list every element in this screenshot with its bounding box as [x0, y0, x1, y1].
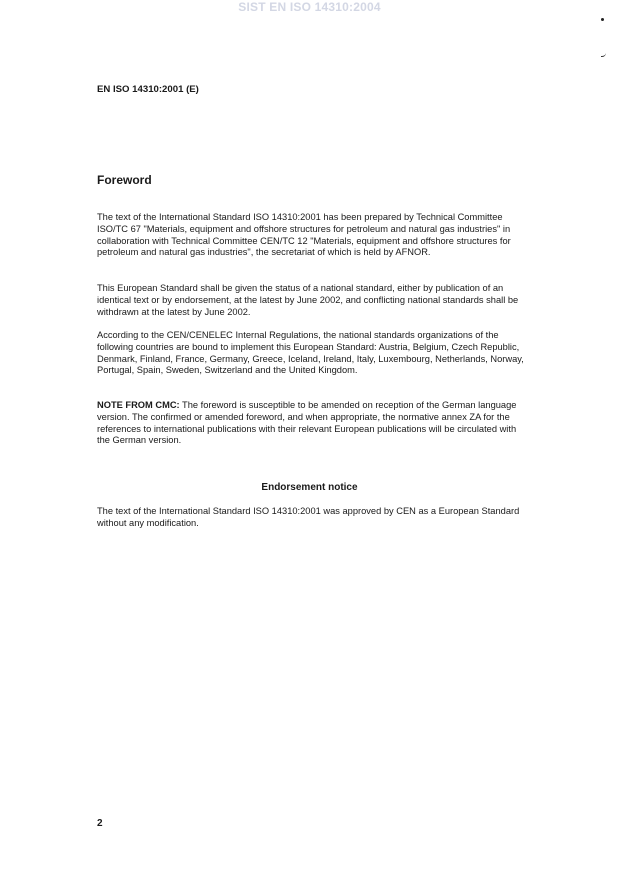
- scan-mark: [601, 52, 606, 57]
- endorsement-text: The text of the International Standard ISO 14310:2001 was approved by CEN as a European Standard without any modification.: [97, 506, 520, 528]
- endorsement-heading: Endorsement notice: [261, 482, 358, 493]
- cmc-note-label: NOTE FROM CMC:: [97, 400, 180, 410]
- foreword-paragraph-2: This European Standard shall be given the status of a national standard, either by publication of an identical text or by endorsement, at the latest by June 2002, and conflicting national standards shall be withdrawn at the latest by June 2002.: [97, 283, 519, 317]
- cmc-note-text: The foreword is susceptible to be amended on reception of the German language version. The confirmed or amended foreword, and when appropriate, the normative annex ZA for the references to international publications with their relevant European publications will be circulated with the German version.: [97, 400, 517, 446]
- watermark: SIST EN ISO 14310:2004: [238, 0, 381, 14]
- foreword-heading: Foreword: [97, 173, 152, 187]
- foreword-paragraph-1: The text of the International Standard ISO 14310:2001 has been prepared by Technical Committee ISO/TC 67 "Materials, equipment and offshore structures for petroleum and natural gas industries" in collaboration with Technical Committee CEN/TC 12 "Materials, equipment and offshore structures for petroleum and natural gas industries", the secretariat of which is held by AFNOR.: [97, 212, 511, 258]
- document-id: EN ISO 14310:2001 (E): [97, 84, 199, 95]
- page-number: 2: [97, 818, 103, 829]
- foreword-paragraph-3: According to the CEN/CENELEC Internal Regulations, the national standards organizations of the following countries are bound to implement this European Standard: Austria, Belgium, Czech Republic, Denmark, Finland, France, Germany, Greece, Iceland, Ireland, Italy, Luxembourg, Netherlands, Norway, Portugal, Spain, Sweden, Switzerland and the United Kingdom.: [97, 330, 524, 376]
- cmc-note: [97, 400, 527, 447]
- scan-speck: [601, 18, 604, 21]
